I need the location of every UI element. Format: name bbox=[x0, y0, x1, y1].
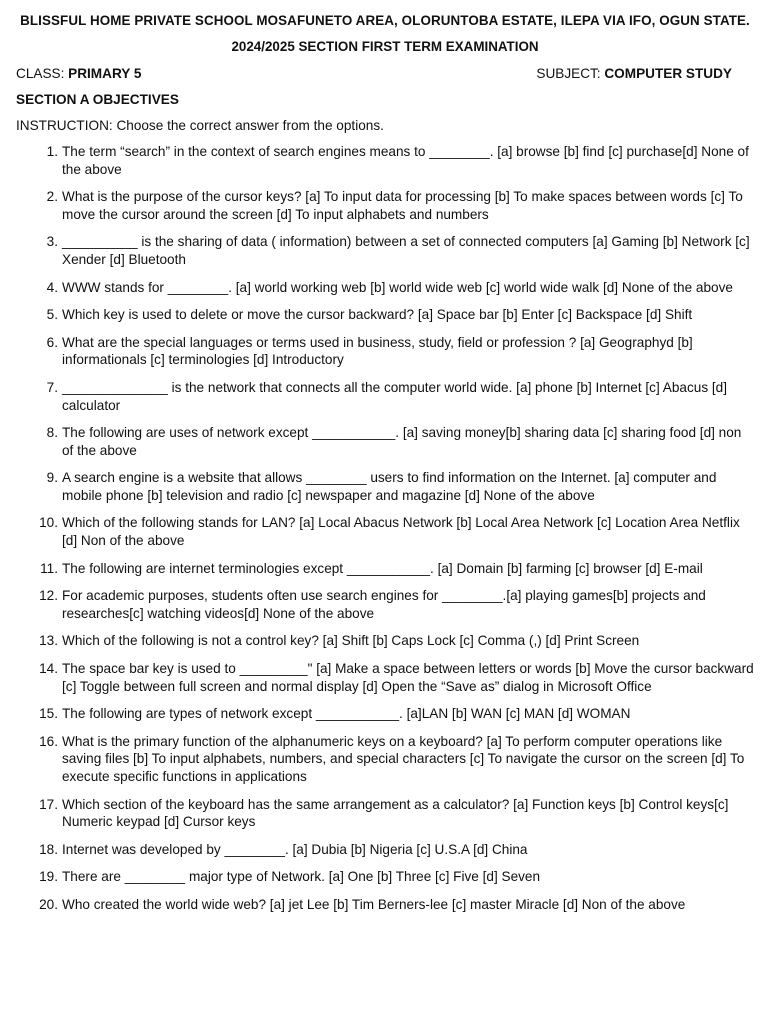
question-number bbox=[16, 705, 62, 723]
question-text: There are ________ major type of Network. [a] One [b] Three [c] Five [d] Seven bbox=[62, 869, 541, 885]
question-number-label: 14. bbox=[39, 661, 58, 677]
question-number bbox=[16, 632, 62, 650]
question-number bbox=[16, 424, 62, 459]
instruction: INSTRUCTION: Choose the correct answer from the options. bbox=[16, 118, 384, 134]
question-text: A search engine is a website that allows ________ users to find information on the Internet. [a] computer and mobile phone [b] television and radio [c] newspaper and magazine [d] None of the above bbox=[62, 470, 717, 503]
question-number bbox=[16, 660, 62, 695]
question-number-label: 10. bbox=[39, 515, 58, 531]
question-item bbox=[16, 334, 754, 369]
question-item bbox=[16, 868, 754, 886]
section-title: SECTION A OBJECTIVES bbox=[16, 91, 179, 107]
question-text: WWW stands for ________. [a] world working web [b] world wide web [c] world wide walk [d] None of the above bbox=[62, 279, 733, 295]
class-info bbox=[16, 65, 141, 83]
question-number bbox=[16, 143, 62, 178]
subject-value: COMPUTER STUDY bbox=[604, 66, 732, 82]
question-list bbox=[16, 143, 754, 914]
question-number bbox=[16, 306, 62, 324]
subject-label: SUBJECT: bbox=[536, 66, 605, 82]
question-item bbox=[16, 560, 754, 578]
question-item bbox=[16, 796, 754, 831]
question-item bbox=[16, 841, 754, 859]
question-number bbox=[16, 733, 62, 786]
question-number-label: 3. bbox=[46, 234, 58, 250]
question-item bbox=[16, 188, 754, 223]
question-number bbox=[16, 796, 62, 831]
school-name: BLISSFUL HOME PRIVATE SCHOOL MOSAFUNETO AREA, OLORUNTOBA ESTATE, ILEPA VIA IFO, OGUN STATE. bbox=[20, 13, 750, 28]
question-text: ______________ is the network that connects all the computer world wide. [a] phone [b] Internet [c] Abacus [d] calculator bbox=[62, 379, 728, 413]
question-item bbox=[16, 279, 754, 297]
question-number-label: 19. bbox=[39, 869, 58, 885]
question-item bbox=[16, 705, 754, 723]
question-number bbox=[16, 188, 62, 223]
question-number-label: 17. bbox=[39, 796, 58, 812]
question-item bbox=[16, 587, 754, 622]
question-number-label: 2. bbox=[46, 189, 58, 205]
question-number-label: 5. bbox=[46, 307, 58, 323]
question-number-label: 12. bbox=[39, 588, 58, 604]
question-item bbox=[16, 143, 754, 178]
question-text: __________ is the sharing of data ( information) between a set of connected computers [a] Gaming [b] Network [c] Xender [d] Bluetooth bbox=[62, 234, 750, 267]
question-number-label: 8. bbox=[46, 425, 58, 441]
question-text: What are the special languages or terms used in business, study, field or profession ? [a] Geographyd [b] informationals [c] terminologies [d] Introductory bbox=[62, 334, 693, 368]
question-number-label: 6. bbox=[46, 334, 58, 350]
question-number-label: 4. bbox=[46, 279, 58, 295]
question-number bbox=[16, 587, 62, 622]
question-number bbox=[16, 379, 62, 414]
question-number-label: 16. bbox=[39, 733, 58, 749]
question-item bbox=[16, 733, 754, 786]
question-number-label: 1. bbox=[46, 143, 58, 159]
question-number-label: 18. bbox=[39, 841, 58, 857]
question-text: Which of the following is not a control key? [a] Shift [b] Caps Lock [c] Comma (,) [d] Print Screen bbox=[62, 633, 640, 649]
question-text: Which key is used to delete or move the cursor backward? [a] Space bar [b] Enter [c] Backspace [d] Shift bbox=[62, 307, 693, 323]
question-item bbox=[16, 379, 754, 414]
question-item bbox=[16, 306, 754, 324]
class-label: CLASS: bbox=[16, 66, 69, 82]
question-number bbox=[16, 279, 62, 297]
question-number bbox=[16, 514, 62, 549]
question-number bbox=[16, 896, 62, 914]
question-text: Which section of the keyboard has the same arrangement as a calculator? [a] Function keys [b] Control keys[c] Numeric keypad [d] Cursor keys bbox=[62, 796, 729, 830]
question-text: The term “search” in the context of search engines means to ________. [a] browse [b] find [c] purchase[d] None of the above bbox=[62, 143, 749, 177]
question-text: For academic purposes, students often use search engines for ________.[a] playing games[b] projects and researches[c] watching videos[d] None of the above bbox=[62, 588, 706, 621]
question-number bbox=[16, 469, 62, 504]
question-item bbox=[16, 660, 754, 695]
question-text: The space bar key is used to _________" [a] Make a space between letters or words [b] Move the cursor backward [c] Toggle between full screen and normal display [d] Open the “Save as” dialog in Microsoft Office bbox=[62, 661, 754, 694]
question-text: What is the primary function of the alphanumeric keys on a keyboard? [a] To perform computer operations like saving files [b] To input alphabets, numbers, and special characters [c] To navigate the cursor on the screen [d] To execute specific functions in applications bbox=[62, 733, 745, 784]
question-number bbox=[16, 841, 62, 859]
class-subject-row bbox=[16, 65, 754, 83]
question-number bbox=[16, 868, 62, 886]
question-item bbox=[16, 424, 754, 459]
question-text: The following are types of network except ___________. [a]LAN [b] WAN [c] MAN [d] WOMAN bbox=[62, 706, 631, 722]
class-value: PRIMARY 5 bbox=[68, 66, 142, 82]
question-item bbox=[16, 632, 754, 650]
question-text: Which of the following stands for LAN? [a] Local Abacus Network [b] Local Area Network [c] Location Area Netflix [d] Non of the above bbox=[62, 515, 740, 549]
question-number bbox=[16, 334, 62, 369]
question-number-label: 7. bbox=[46, 379, 58, 395]
question-number-label: 13. bbox=[39, 633, 58, 649]
question-number-label: 9. bbox=[46, 470, 58, 486]
exam-title: 2024/2025 SECTION FIRST TERM EXAMINATION bbox=[231, 38, 539, 54]
question-text: The following are uses of network except ___________. [a] saving money[b] sharing data [c] sharing food [d] non of the above bbox=[62, 425, 742, 458]
question-text: What is the purpose of the cursor keys? [a] To input data for processing [b] To make spaces between words [c] To move the cursor around the screen [d] To input alphabets and numbers bbox=[62, 189, 743, 222]
question-text: Who created the world wide web? [a] jet Lee [b] Tim Berners-lee [c] master Miracle [d] Non of the above bbox=[62, 896, 686, 912]
question-number-label: 11. bbox=[40, 560, 58, 576]
question-item bbox=[16, 896, 754, 914]
question-number bbox=[16, 233, 62, 268]
question-text: Internet was developed by ________. [a] Dubia [b] Nigeria [c] U.S.A [d] China bbox=[62, 841, 528, 857]
question-number-label: 20. bbox=[39, 896, 58, 912]
subject-info bbox=[536, 65, 732, 83]
question-number-label: 15. bbox=[39, 706, 58, 722]
question-item bbox=[16, 514, 754, 549]
question-text: The following are internet terminologies except ___________. [a] Domain [b] farming [c] browser [d] E-mail bbox=[62, 560, 703, 576]
question-number bbox=[16, 560, 62, 578]
question-item bbox=[16, 469, 754, 504]
question-item bbox=[16, 233, 754, 268]
